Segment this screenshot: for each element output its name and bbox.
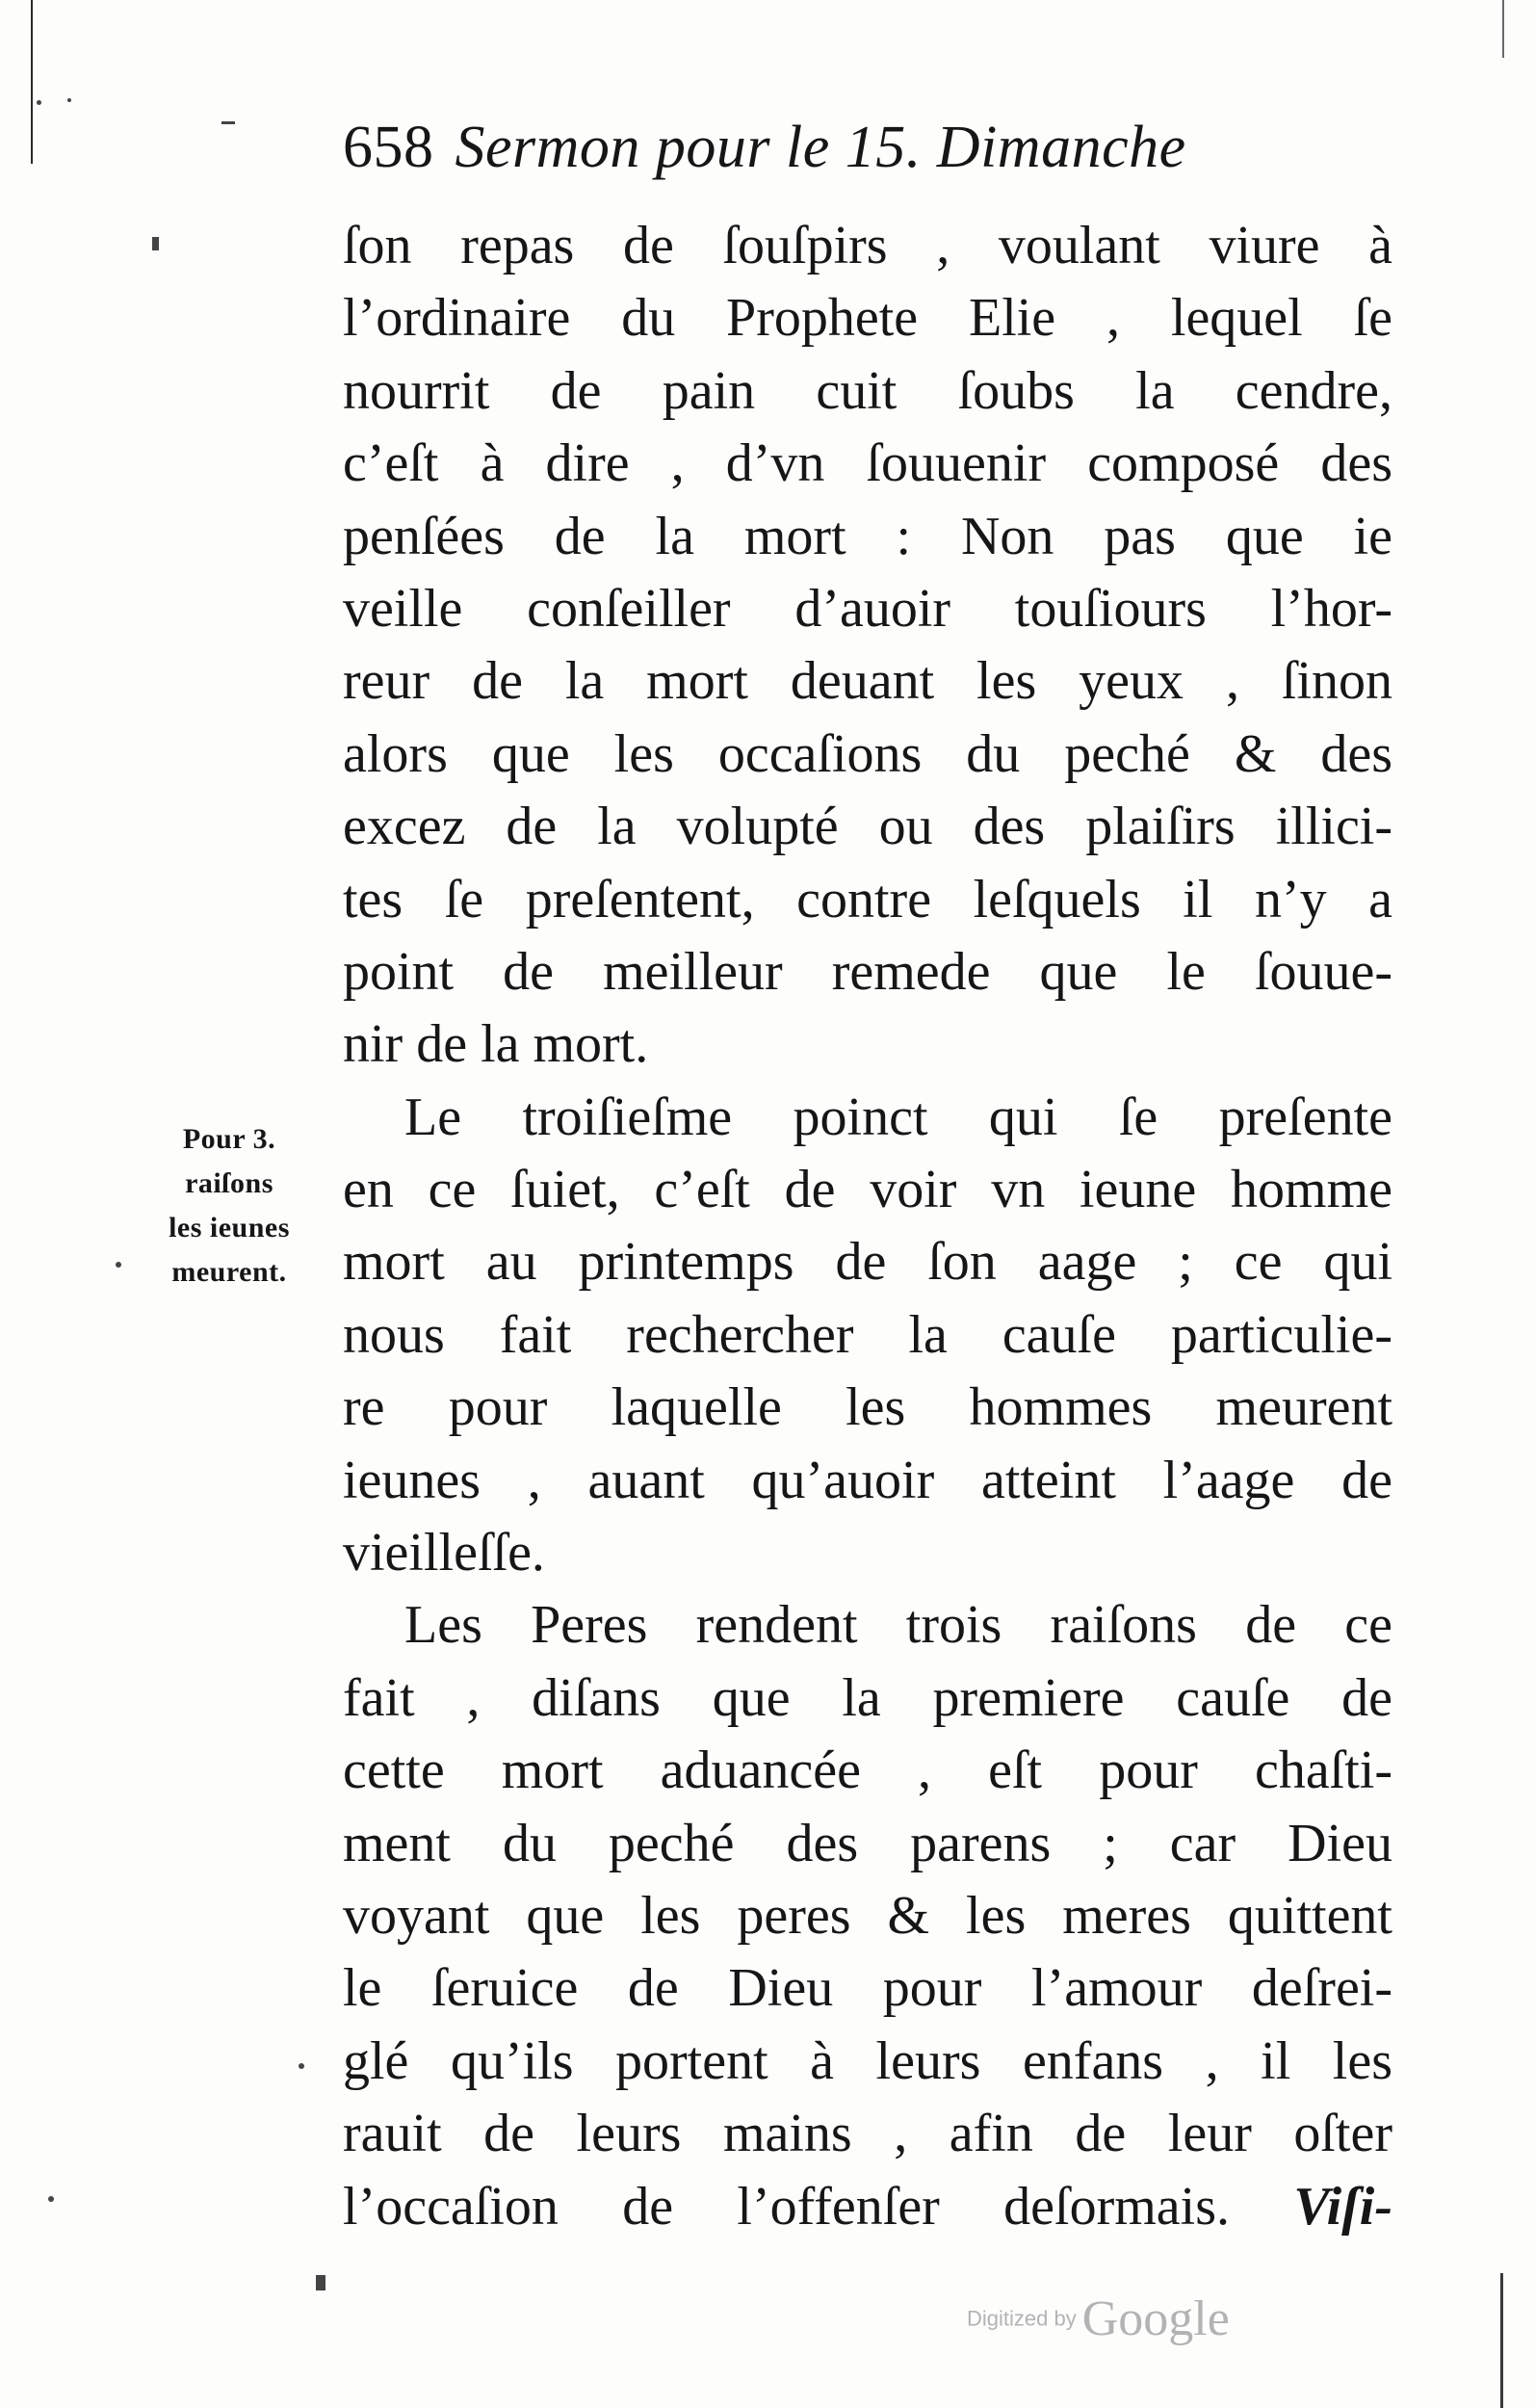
- text-line: mort au printemps de ſon aage ; ce qui: [343, 1232, 1392, 1293]
- paragraph-start-line: Les Peres rendent trois raiſons de ce: [404, 1595, 1392, 1656]
- text-line: point de meilleur remede que le ſouue-: [343, 941, 1392, 1002]
- text-line: nir de la mort.: [343, 1014, 649, 1075]
- margin-note-line: meurent.: [171, 1256, 287, 1288]
- paragraph-start-line: Le troiſieſme poinct qui ſe preſente: [404, 1086, 1392, 1147]
- running-header: [343, 114, 1186, 182]
- catchword: Viſi-: [1293, 2176, 1393, 2237]
- text-line: le ſeruice de Dieu pour l’amour deſrei-: [343, 1958, 1392, 2019]
- text-line: nourrit de pain cuit ſoubs la cendre,: [343, 360, 1392, 421]
- margin-note-line: Pour 3.: [182, 1123, 276, 1155]
- text-line: penſées de la mort : Non pas que ie: [343, 506, 1392, 566]
- text-line: cette mort aduancée , eſt pour chaſti-: [343, 1741, 1392, 1801]
- text-line: l’ordinaire du Prophete Elie , lequel ſe: [343, 288, 1392, 349]
- text-line: ſon repas de ſouſpirs , voulant viure à: [343, 216, 1392, 275]
- digitized-watermark: [967, 2290, 1230, 2347]
- text-line: ieunes , auant qu’auoir atteint l’aage de: [343, 1450, 1392, 1510]
- margin-note-line: les ieunes: [169, 1212, 290, 1243]
- margin-note: [133, 1117, 325, 1295]
- text-line: vieilleſſe.: [343, 1523, 545, 1584]
- text-line: c’eſt à dire , d’vn ſouuenir composé des: [343, 433, 1392, 494]
- text-line: rauit de leurs mains , afin de leur oſter: [343, 2104, 1392, 2164]
- text-line: tes ſe preſentent, contre leſquels il n’y a: [343, 869, 1392, 929]
- text-line: nous fait rechercher la cauſe particulie-: [343, 1304, 1392, 1365]
- scan-edge-right: [1502, 0, 1504, 58]
- text-line: veille conſeiller d’auoir touſiours l’hor-: [343, 578, 1392, 639]
- watermark-prefix: Digitized by: [967, 2306, 1077, 2331]
- margin-note-line: raiſons: [185, 1167, 273, 1199]
- text-line: ment du peché des parens ; car Dieu: [343, 1813, 1392, 1873]
- text-line: reur de la mort deuant les yeux , ſinon: [343, 651, 1392, 712]
- text-line: re pour laquelle les hommes meurent: [343, 1377, 1392, 1438]
- final-line-text: l’occaſion de l’offenſer deſormais.: [343, 2176, 1230, 2237]
- text-line: glé qu’ils portent à leurs enfans , il les: [343, 2030, 1392, 2091]
- text-line: en ce ſuiet, c’eſt de voir vn ieune homme: [343, 1160, 1392, 1220]
- google-logo: Google: [1081, 2291, 1230, 2346]
- page-number: 658: [343, 115, 434, 180]
- text-line-with-catchword: [343, 2171, 1392, 2243]
- text-line: alors que les occaſions du peché & des: [343, 723, 1392, 784]
- text-line: excez de la volupté ou des plaiſirs illici-: [343, 797, 1392, 857]
- text-line: fait , diſans que la premiere cauſe de: [343, 1667, 1392, 1728]
- text-line: voyant que les peres & les meres quittent: [343, 1885, 1392, 1946]
- scan-edge-right-bottom: [1500, 2273, 1503, 2408]
- main-text: [343, 210, 1392, 2243]
- running-title: Sermon pour le 15. Dimanche: [455, 115, 1186, 180]
- scan-edge-left: [31, 0, 33, 164]
